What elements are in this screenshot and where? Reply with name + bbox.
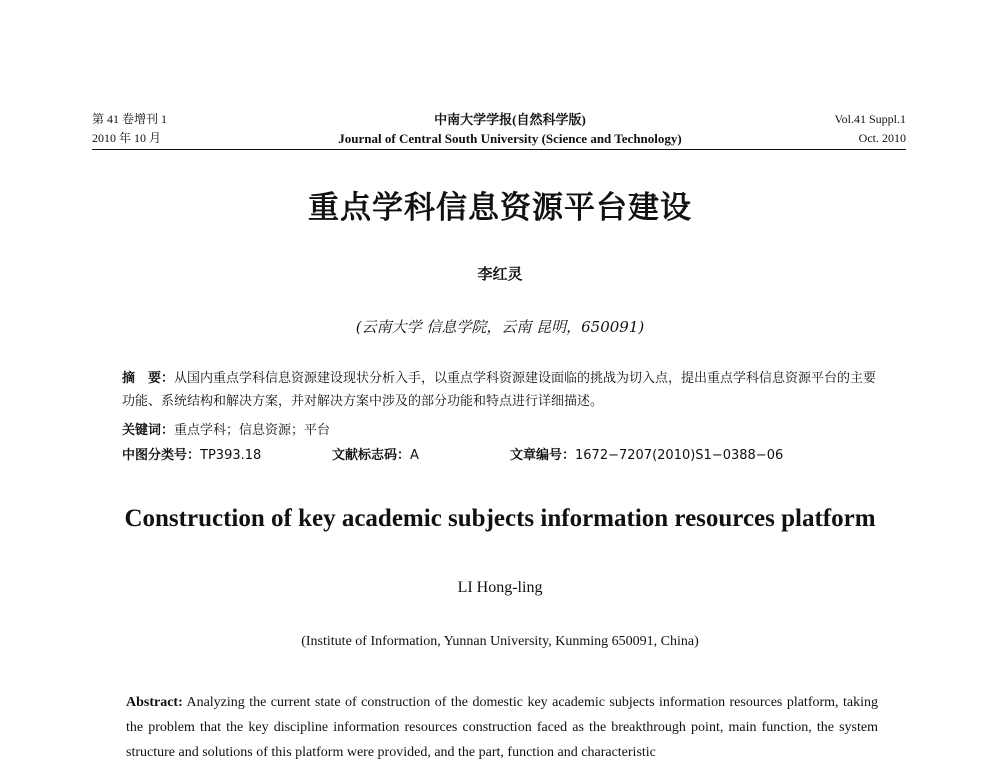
document-code — [332, 444, 510, 467]
issue-date: 2010 年 10 月 — [92, 131, 162, 145]
paper-title-en: Construction of key academic subjects information resources platform — [124, 505, 876, 532]
header-divider — [92, 149, 906, 150]
article-no-label: 文章编号： — [510, 448, 576, 463]
abstract-cn — [122, 367, 882, 413]
abstract-en — [126, 690, 878, 765]
clc-label: 中图分类号： — [122, 448, 201, 463]
article-number — [510, 444, 783, 467]
affiliation-cn: (云南大学 信息学院，云南 昆明，650091) — [355, 318, 645, 336]
issue-date-en: Oct. 2010 — [858, 131, 906, 145]
journal-issue-info — [92, 110, 167, 148]
author-en: LI Hong-ling — [457, 579, 543, 596]
keywords-cn — [122, 419, 330, 442]
paper-title-cn: 重点学科信息资源平台建设 — [308, 190, 692, 226]
affiliation-en: (Institute of Information, Yunnan University, Kunming 650091, China) — [301, 634, 699, 649]
journal-name-cn: 中南大学学报(自然科学版) — [434, 112, 586, 127]
clc-number — [122, 444, 332, 467]
clc-value: TP393.18 — [200, 448, 262, 463]
volume-issue: 第 41 卷增刊 1 — [92, 112, 168, 126]
keywords-label-cn: 关键词： — [122, 423, 175, 438]
author-cn: 李红灵 — [477, 265, 523, 283]
abstract-text-en: Analyzing the current state of construction of the domestic key academic subjects information resources platform, taking the problem that the key discipline information resources construction faced as the breakthrough point, main function, the system structure and solutions of this platform were provided, and the part, function and characteristic — [126, 695, 878, 760]
abstract-label-cn: 摘 要： — [122, 371, 175, 386]
classification-row — [122, 444, 882, 467]
journal-name-en: Journal of Central South University (Science and Technology) — [338, 131, 682, 146]
abstract-text-cn: 从国内重点学科信息资源建设现状分析入手，以重点学科资源建设面临的挑战为切入点，提出重点学科信息资源平台的主要功能、系统结构和解决方案，并对解决方案中涉及的部分功能和特点进行详细描述。 — [122, 371, 877, 409]
keywords-text-cn: 重点学科；信息资源；平台 — [174, 423, 331, 438]
abstract-label-en: Abstract: — [126, 695, 183, 710]
article-no-value: 1672−7207(2010)S1−0388−06 — [575, 448, 784, 463]
journal-name — [250, 110, 770, 148]
volume-supplement: Vol.41 Suppl.1 — [834, 112, 906, 126]
journal-volume-info — [835, 110, 906, 148]
doc-code-value: A — [410, 448, 419, 463]
doc-code-label: 文献标志码： — [332, 448, 411, 463]
